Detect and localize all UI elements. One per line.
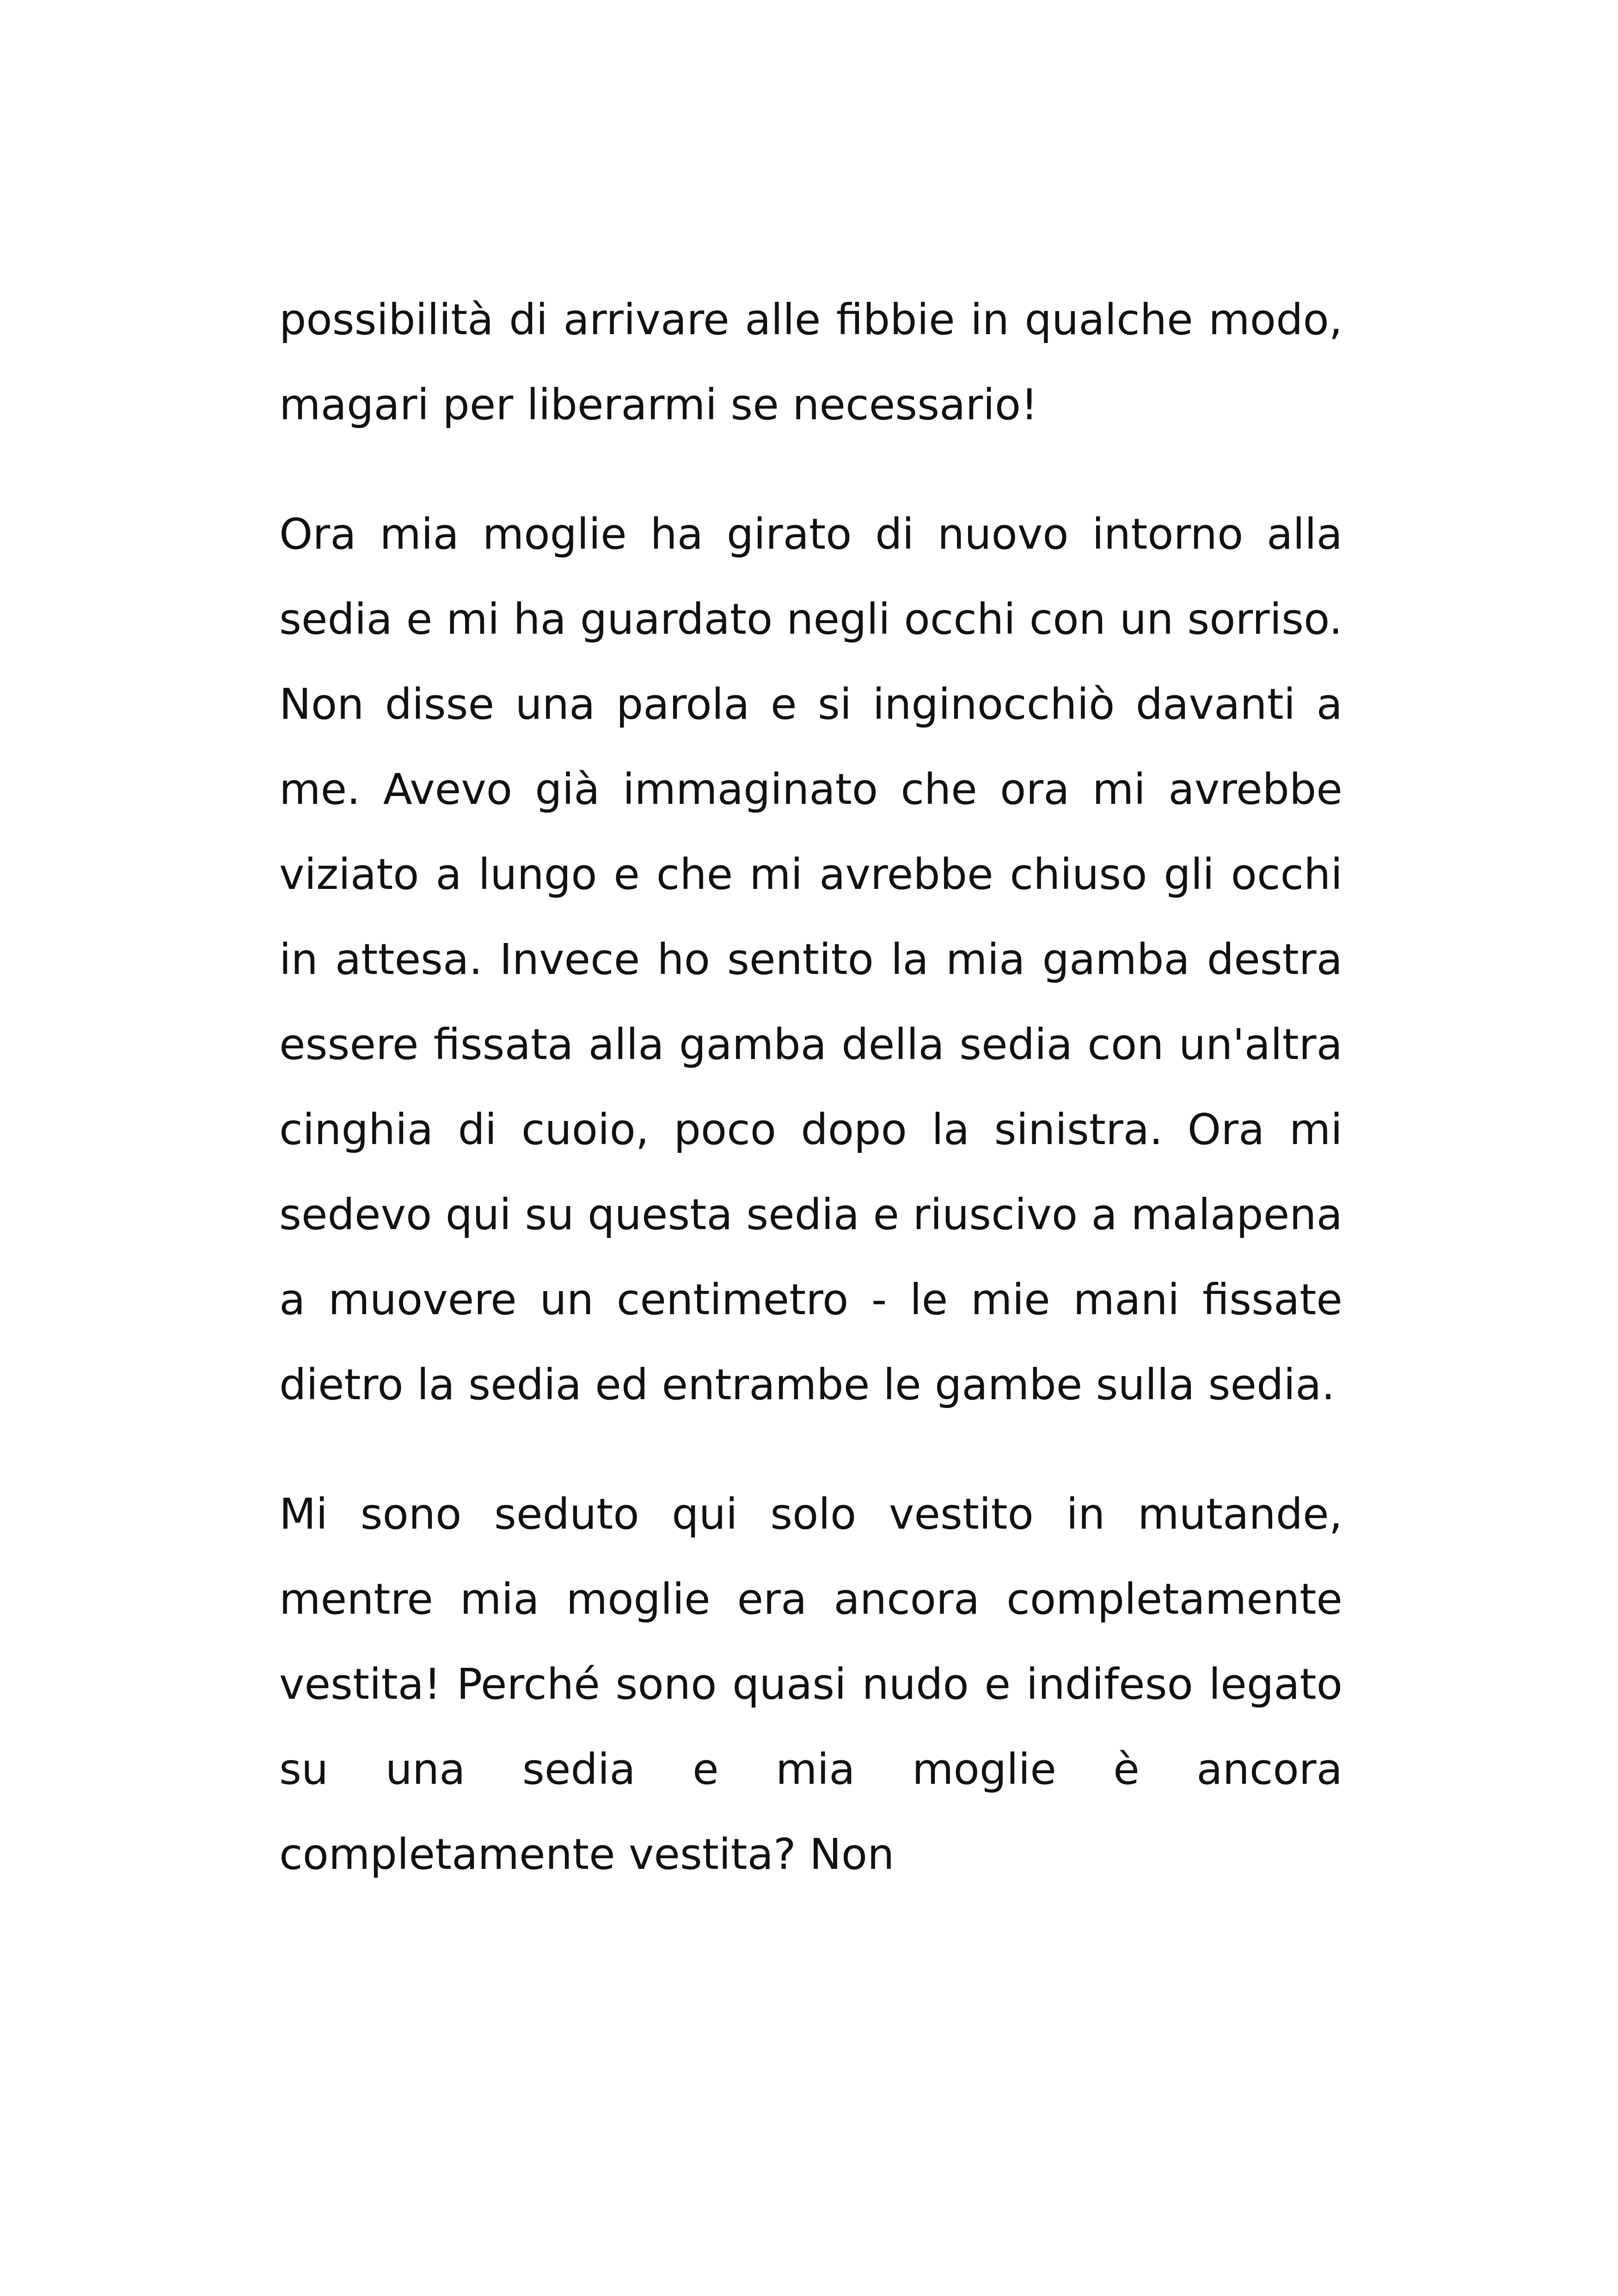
page-body-text: [279, 277, 1342, 1897]
paragraph-1: possibilità di arrivare alle fibbie in qualche modo, magari per liberarmi se necessario!: [279, 295, 1342, 429]
paragraph-2: Ora mia moglie ha girato di nuovo intorno alla sedia e mi ha guardato negli occhi con un sorriso. Non disse una parola e si inginocchiò davanti a me. Avevo già immaginato che ora mi avrebbe viziato a lungo e che mi avrebbe chiuso gli occhi in attesa. Invece ho sentito la mia gamba destra essere fissata alla gamba della sedia con un'altra cinghia di cuoio, poco dopo la sinistra. Ora mi sedevo qui su questa sedia e riuscivo a malapena a muovere un centimetro - le mie mani fissate dietro la sedia ed entrambe le gambe sulla sedia.: [279, 509, 1342, 1409]
paragraph-3: Mi sono seduto qui solo vestito in mutande, mentre mia moglie era ancora completamente vestita! Perché sono quasi nudo e indifeso legato su una sedia e mia moglie è ancora completamente vestita? Non: [279, 1489, 1342, 1879]
